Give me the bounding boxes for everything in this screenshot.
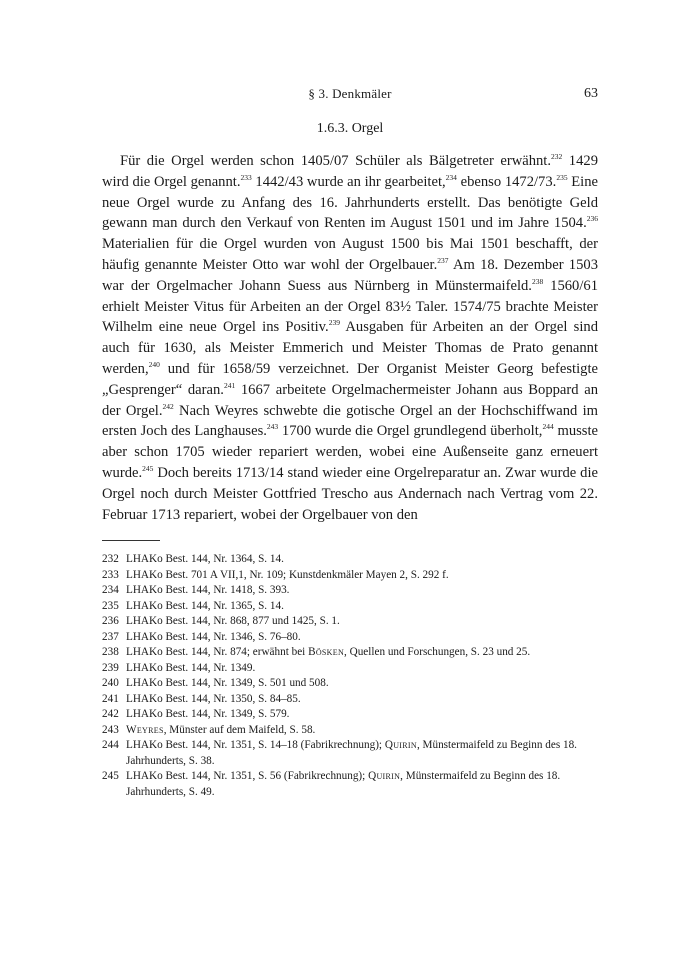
text-run: 1560/61 erhielt Meister Vitus für Arbeiten an der Orgel 83½ Taler. 1574/75 brachte Meister Wilhelm eine neue Orgel ins Positiv. xyxy=(102,277,599,336)
text-run: Für die Orgel werden schon 1405/07 Schüler als Bälgetreter erwähnt. xyxy=(120,153,552,169)
author-name: Quirin xyxy=(384,739,417,751)
footnote-text: LHAKo Best. 144, Nr. 1346, S. 76–80. xyxy=(126,630,301,643)
footnote-text xyxy=(126,738,598,769)
footnote-text xyxy=(126,645,598,661)
footnote-ref[interactable]: 242 xyxy=(162,401,174,411)
body-text xyxy=(102,151,598,525)
text-run: , Münstermaifeld zu Beginn des 18. Jahrhunderts, S. 38. xyxy=(126,739,577,767)
footnote xyxy=(102,723,598,739)
footnote xyxy=(102,692,598,708)
text-run: Nach Weyres schwebte die gotische Orgel an der Hochschiffwand im ersten Joch des Langhauses. xyxy=(102,402,598,440)
text-run: musste aber schon 1705 wieder repariert werden, wobei eine Außenseite ganz erneuert wurde. xyxy=(102,423,599,481)
text-run: Materialien für die Orgel wurden von August 1500 bis Mai 1501 beschafft, der häufig genannte Meister Otto war wohl der Orgelbauer. xyxy=(102,236,598,273)
text-run: LHAKo Best. 144, Nr. 1351, S. 14–18 (Fabrikrechnung); xyxy=(126,739,385,751)
footnote xyxy=(102,630,598,646)
footnote-text: LHAKo Best. 144, Nr. 1364, S. 14. xyxy=(126,553,284,565)
text-run: 1429 wird die Orgel genannt. xyxy=(102,153,598,190)
text-run: Am 18. Dezember 1503 war der Orgelmacher Johann Suess aus Nürnberg in Münstermaifeld. xyxy=(102,256,598,294)
text-run: Doch bereits 1713/14 stand wieder eine Orgelreparatur an. Zwar wurde die Orgel noch durch Meister Gottfried Trescho aus Andernach nach Vertrag vom 22. Februar 1713 repariert, wobei der Orgelbauer von den xyxy=(102,464,598,523)
footnote-number: 235 xyxy=(102,599,119,612)
footnote-text xyxy=(126,769,598,800)
text-run: 1700 wurde die Orgel grundlegend überholt, xyxy=(278,423,543,440)
footnote-number: 233 xyxy=(102,568,119,581)
footnote-ref[interactable]: 236 xyxy=(586,214,598,224)
text-run: 1667 arbeitete Orgelmachermeister Johann aus Boppard an der Orgel. xyxy=(102,381,599,419)
footnote-number: 245 xyxy=(102,770,119,782)
text-run: , Münster auf dem Maifeld, S. 58. xyxy=(163,723,316,736)
footnote-text: LHAKo Best. 144, Nr. 868, 877 und 1425, S. 1. xyxy=(126,615,340,627)
footnote-text: LHAKo Best. 144, Nr. 1418, S. 393. xyxy=(126,584,290,596)
text-run: Eine neue Orgel wurde zu Anfang des 16. Jahrhunderts erstellt. Das benötigte Geld gewann man durch den Verkauf von Renten im August 1501 und im Jahre 1504. xyxy=(102,173,598,232)
text-run: und für 1658/59 verzeichnet. Der Organist Meister Georg befestigte „Gesprenger“ daran. xyxy=(102,360,598,398)
footnote-text: LHAKo Best. 144, Nr. 1365, S. 14. xyxy=(126,599,284,612)
running-head-section: § 3. Denkmäler xyxy=(308,86,392,101)
footnote-ref[interactable]: 232 xyxy=(551,152,563,161)
footnote-ref[interactable]: 245 xyxy=(142,463,154,473)
text-run: Ausgaben für Arbeiten an der Orgel sind auch für 1630, als Meister Emmerich und Meister Thomas de Prato genannt werden, xyxy=(102,319,599,377)
footnote-number: 243 xyxy=(102,723,119,736)
footnote-number: 237 xyxy=(102,630,119,643)
footnote xyxy=(102,568,598,584)
footnote-text xyxy=(126,723,598,739)
footnotes xyxy=(102,552,598,800)
text-run: , Quellen und Forschungen, S. 23 und 25. xyxy=(344,646,531,658)
footnote-number: 236 xyxy=(102,615,119,627)
footnote-ref[interactable]: 244 xyxy=(542,422,554,432)
footnote-number: 238 xyxy=(102,646,119,658)
section-title: 1.6.3. Orgel xyxy=(316,121,384,136)
footnote xyxy=(102,661,598,677)
footnote-ref[interactable]: 234 xyxy=(445,172,457,182)
body-paragraph xyxy=(102,151,598,525)
footnote-ref[interactable]: 241 xyxy=(223,380,236,390)
footnote xyxy=(102,769,598,800)
footnote-ref[interactable]: 237 xyxy=(437,255,449,265)
text-run: 1442/43 wurde an ihr gearbeitet, xyxy=(251,173,446,190)
footnote-number: 234 xyxy=(102,584,119,596)
footnote-number: 242 xyxy=(102,708,119,720)
footnote-text: LHAKo Best. 144, Nr. 1349. xyxy=(126,661,256,674)
footnote xyxy=(102,676,598,692)
footnote-divider xyxy=(102,540,160,541)
text-run: LHAKo Best. 144, Nr. 874; erwähnt bei xyxy=(126,646,309,658)
page-number: 63 xyxy=(584,86,598,101)
footnote xyxy=(102,707,598,723)
footnote xyxy=(102,599,598,615)
footnote-text: LHAKo Best. 144, Nr. 1349, S. 501 und 508. xyxy=(126,677,329,689)
author-name: Quirin xyxy=(368,770,401,782)
footnote-number: 244 xyxy=(102,739,119,751)
footnote xyxy=(102,552,598,568)
footnote xyxy=(102,614,598,630)
text-run: , Münstermaifeld zu Beginn des 18. Jahrhunderts, S. 49. xyxy=(126,770,561,798)
footnote-text: LHAKo Best. 144, Nr. 1349, S. 579. xyxy=(126,708,290,720)
footnote-ref[interactable]: 240 xyxy=(148,359,160,369)
author-name: Bösken xyxy=(308,646,345,658)
text-run: ebenso 1472/73. xyxy=(456,173,557,190)
footnote-number: 241 xyxy=(102,692,119,705)
footnote-number: 232 xyxy=(102,553,119,565)
footnote-ref[interactable]: 235 xyxy=(556,172,568,182)
footnote-number: 239 xyxy=(102,661,119,674)
footnote xyxy=(102,645,598,661)
footnote-text: LHAKo Best. 701 A VII,1, Nr. 109; Kunstdenkmäler Mayen 2, S. 292 f. xyxy=(126,568,449,581)
footnote-ref[interactable]: 243 xyxy=(266,422,279,432)
footnote xyxy=(102,738,598,769)
text-run: LHAKo Best. 144, Nr. 1351, S. 56 (Fabrikrechnung); xyxy=(126,770,369,782)
footnote-number: 240 xyxy=(102,677,119,689)
footnote-ref[interactable]: 238 xyxy=(531,276,544,286)
footnote xyxy=(102,583,598,599)
footnote-text: LHAKo Best. 144, Nr. 1350, S. 84–85. xyxy=(126,692,301,705)
footnote-ref[interactable]: 239 xyxy=(328,318,340,328)
author-name: Weyres xyxy=(126,723,164,736)
footnote-ref[interactable]: 233 xyxy=(240,172,252,182)
